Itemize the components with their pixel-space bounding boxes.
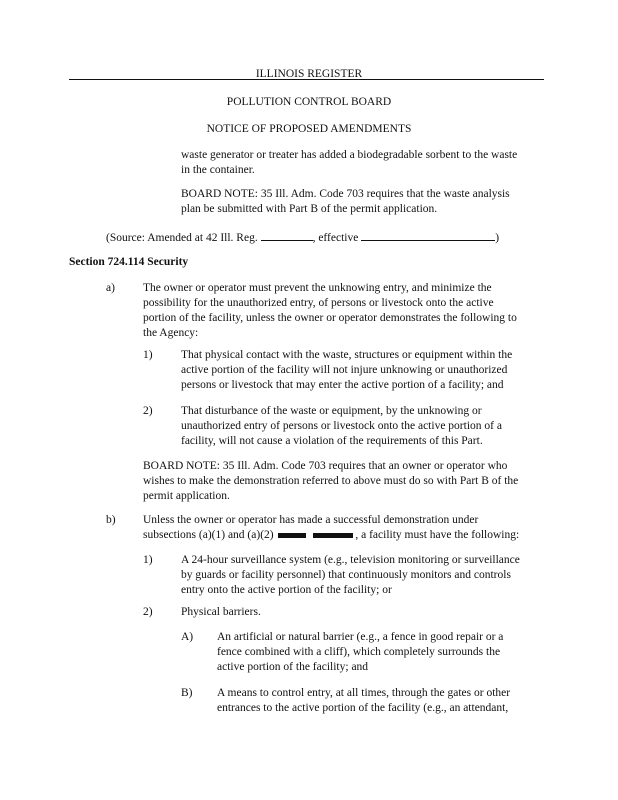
notice-title: NOTICE OF PROPOSED AMENDMENTS — [206, 123, 412, 135]
subsection-b-label: b) — [106, 514, 116, 526]
item-b1-line-2: by guards or facility personnel) that continuously monitors and controls — [181, 569, 511, 581]
section-heading: Section 724.114 Security — [69, 256, 189, 268]
subsection-b-line-2-start: subsections (a)(1) and (a)(2) — [143, 529, 274, 541]
board-title: POLLUTION CONTROL BOARD — [226, 96, 392, 108]
register-blank — [261, 229, 313, 241]
item-b2a-line-2: fence combined with a cliff), which completely surrounds the — [217, 646, 501, 658]
subsection-a-line-3: portion of the facility, unless the owner or operator demonstrates the following to — [143, 312, 517, 324]
item-a2-line-3: facility, will not cause a violation of the requirements of this Part. — [181, 435, 483, 447]
subsection-a-label: a) — [106, 282, 115, 294]
board-note-1-line-2: plan be submitted with Part B of the permit application. — [181, 203, 438, 215]
item-b2a-line-1: An artificial or natural barrier (e.g., a fence in good repair or a — [217, 631, 504, 643]
subsection-b-line-1: Unless the owner or operator has made a successful demonstration under — [143, 514, 479, 526]
source-line — [106, 229, 499, 247]
item-a2-line-1: That disturbance of the waste or equipment, by the unknowing or — [181, 405, 482, 417]
strikethrough-mark — [278, 533, 306, 538]
subsection-a-line-2: possibility for the unauthorized entry, of persons or livestock onto the active — [143, 297, 494, 309]
board-note-2-line-1: BOARD NOTE: 35 Ill. Adm. Code 703 requires that an owner or operator who — [143, 460, 508, 472]
item-b2-label: 2) — [143, 606, 153, 618]
item-b2b-line-2: entrances to the active portion of the facility (e.g., an attendant, — [217, 702, 509, 714]
register-title: ILLINOIS REGISTER — [255, 68, 363, 80]
subsection-a-line-1: The owner or operator must prevent the unknowing entry, and minimize the — [143, 282, 492, 294]
item-a1-line-3: persons or livestock that may enter the active portion of a facility; and — [181, 379, 504, 391]
header-rule — [69, 79, 544, 80]
subsection-b-line-2 — [143, 528, 519, 544]
item-b2-text: Physical barriers. — [181, 606, 261, 618]
source-middle: , effective — [312, 232, 359, 244]
board-note-2-line-3: permit application. — [143, 490, 230, 502]
item-a2-label: 2) — [143, 405, 153, 417]
board-note-2-line-2: wishes to make the demonstration referred to above must do so with Part B of the — [143, 475, 519, 487]
subsection-a-line-4: the Agency: — [143, 327, 199, 339]
item-b2b-label: B) — [181, 687, 193, 699]
item-b1-line-3: entry onto the active portion of the facility; or — [181, 584, 392, 596]
subsection-b-line-2-end: , a facility must have the following: — [355, 529, 520, 541]
item-a1-line-1: That physical contact with the waste, structures or equipment within the — [181, 349, 513, 361]
item-b2a-label: A) — [181, 631, 194, 643]
continuation-line-1: waste generator or treater has added a biodegradable sorbent to the waste — [181, 149, 518, 161]
item-a2-line-2: unauthorized entry of persons or livestock onto the active portion of a — [181, 420, 502, 432]
item-a1-label: 1) — [143, 349, 153, 361]
source-suffix: ) — [495, 232, 500, 244]
item-b2b-line-1: A means to control entry, at all times, through the gates or other — [217, 687, 511, 699]
item-b1-label: 1) — [143, 554, 153, 566]
source-prefix: (Source: Amended at 42 Ill. Reg. — [106, 232, 258, 244]
effective-date-blank — [361, 229, 495, 241]
item-b2a-line-3: active portion of the facility; and — [217, 661, 369, 673]
board-note-1-line-1: BOARD NOTE: 35 Ill. Adm. Code 703 requires that the waste analysis — [181, 188, 510, 200]
strikethrough-mark — [313, 533, 353, 538]
item-a1-line-2: active portion of the facility will not injure unknowing or unauthorized — [181, 364, 508, 376]
item-b1-line-1: A 24-hour surveillance system (e.g., television monitoring or surveillance — [181, 554, 520, 566]
continuation-line-2: in the container. — [181, 164, 255, 176]
